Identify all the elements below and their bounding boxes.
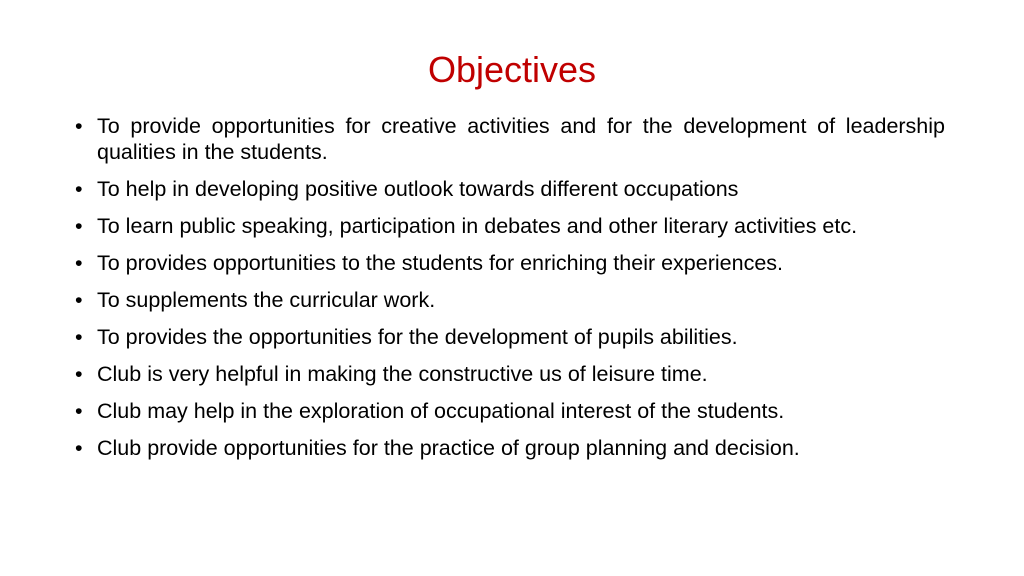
bullet-text: Club provide opportunities for the practice of group planning and decision. — [97, 436, 800, 460]
bullet-item — [75, 398, 945, 424]
bullet-list — [75, 113, 945, 472]
bullet-item — [75, 250, 945, 276]
bullet-text: Club is very helpful in making the constructive us of leisure time. — [97, 362, 708, 386]
bullet-item — [75, 176, 945, 202]
slide-title: Objectives — [427, 49, 597, 90]
bullet-text: Club may help in the exploration of occupational interest of the students. — [97, 399, 785, 423]
bullet-text: To learn public speaking, participation in debates and other literary activities etc. — [97, 214, 858, 238]
bullet-icon: • — [75, 436, 83, 460]
bullet-icon: • — [75, 325, 83, 349]
bullet-icon: • — [75, 288, 83, 312]
bullet-item — [75, 361, 945, 387]
bullet-icon: • — [75, 177, 83, 201]
bullet-icon: • — [75, 114, 83, 138]
bullet-text: To provide opportunities for creative activities and for the development of leadership qualities in the students. — [97, 114, 945, 164]
bullet-text: To supplements the curricular work. — [97, 288, 436, 312]
bullet-text: To help in developing positive outlook towards different occupations — [97, 177, 739, 201]
bullet-item — [75, 113, 945, 165]
bullet-icon: • — [75, 399, 83, 423]
bullet-icon: • — [75, 251, 83, 275]
bullet-icon: • — [75, 214, 83, 238]
bullet-icon: • — [75, 362, 83, 386]
bullet-item — [75, 435, 945, 461]
bullet-text: To provides the opportunities for the development of pupils abilities. — [97, 325, 738, 349]
bullet-item — [75, 287, 945, 313]
bullet-text: To provides opportunities to the students for enriching their experiences. — [97, 251, 784, 275]
bullet-item — [75, 213, 945, 239]
bullet-item — [75, 324, 945, 350]
